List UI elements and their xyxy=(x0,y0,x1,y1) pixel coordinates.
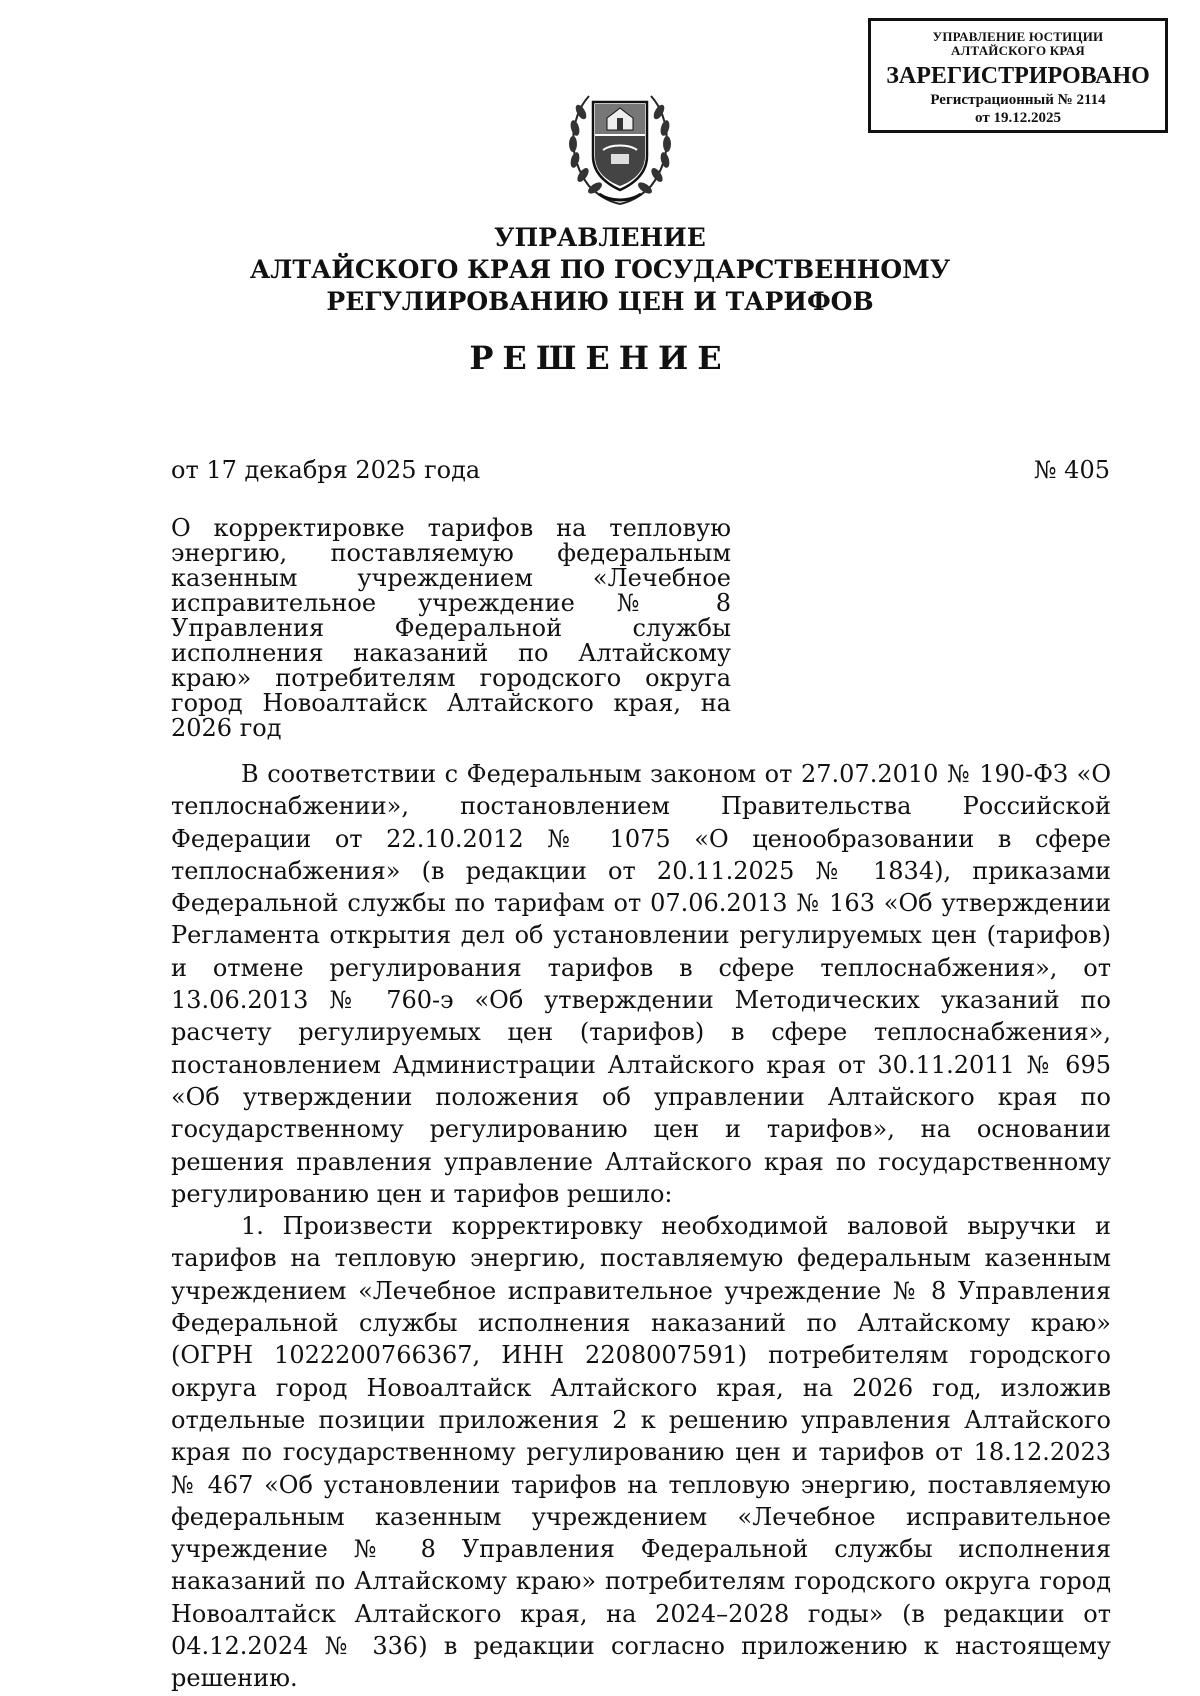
stamp-status: ЗАРЕГИСТРИРОВАНО xyxy=(886,63,1150,89)
org-line-2: АЛТАЙСКОГО КРАЯ ПО ГОСУДАРСТВЕННОМУ xyxy=(249,255,951,284)
org-line-1: УПРАВЛЕНИЕ xyxy=(494,223,706,252)
item-1-paragraph: 1. Произвести корректировку необходимой валовой выручки и тарифов на тепловую энергию, поставляемую федеральным казенным учреждением «Лечебное исправительное учреждение № 8 Управления Федеральной службы исполнения наказаний по Алтайскому краю» (ОГРН 1022200766367, ИНН 2208007591) потребителям городского округа город Новоалтайск Алтайского края, на 2026 год, изложив отдельные позиции приложения 2 к решению управления Алтайского края по государственному регулированию цен и тарифов от 18.12.2023 № 467 «Об установлении тарифов на тепловую энергию, поставляемую федеральным казенным учреждением «Лечебное исправительное учреждение № 8 Управления Федеральной службы исполнения наказаний по Алтайскому краю» потребителям городского округа город Новоалтайск Алтайского края, на 2024–2028 годы» (в редакции от 04.12.2024 № 336) в редакции согласно приложению к настоящему решению. xyxy=(171,1212,1111,1693)
decision-subject: О корректировке тарифов на тепловую энергию, поставляемую федеральным казенным учреждением «Лечебное исправительное учреждение № 8 Управления Федеральной службы исполнения наказаний по Алтайскому краю» потребителям городского округа город Новоалтайск Алтайского края, на 2026 год xyxy=(171,514,731,742)
decision-date: от 17 декабря 2025 года xyxy=(171,456,481,484)
altai-krai-coat-of-arms-icon xyxy=(559,78,681,208)
decision-number: № 405 xyxy=(1033,456,1110,484)
preamble-paragraph: В соответствии с Федеральным законом от 27.07.2010 № 190-ФЗ «О теплоснабжении», постановлением Правительства Российской Федерации от 22.10.2012 № 1075 «О ценообразовании в сфере теплоснабжения» (в редакции от 20.11.2025 № 1834), приказами Федеральной службы по тарифам от 07.06.2013 № 163 «Об утверждении Регламента открытия дел об установлении регулируемых цен (тарифов) и отмене регулирования тарифов в сфере теплоснабжения», от 13.06.2013 № 760-э «Об утверждении Методических указаний по расчету регулируемых цен (тарифов) в сфере теплоснабжения», постановлением Администрации Алтайского края от 30.11.2011 № 695 «Об утверждении положения об управлении Алтайского края по государственному регулированию цен и тарифов», на основании решения правления управление Алтайского края по государственному регулированию цен и тарифов решило: xyxy=(171,760,1111,1208)
stamp-region: АЛТАЙСКОГО КРАЯ xyxy=(951,43,1085,58)
stamp-reg-number: Регистрационный № 2114 xyxy=(930,92,1106,108)
decision-body xyxy=(171,758,1111,1695)
stamp-reg-date: от 19.12.2025 xyxy=(975,110,1061,126)
registration-stamp xyxy=(868,18,1168,133)
organization-heading xyxy=(230,222,970,318)
stamp-authority: УПРАВЛЕНИЕ ЮСТИЦИИ xyxy=(932,29,1104,44)
org-line-3: РЕГУЛИРОВАНИЮ ЦЕН И ТАРИФОВ xyxy=(326,287,874,316)
document-type-title: РЕШЕНИЕ xyxy=(469,339,731,377)
